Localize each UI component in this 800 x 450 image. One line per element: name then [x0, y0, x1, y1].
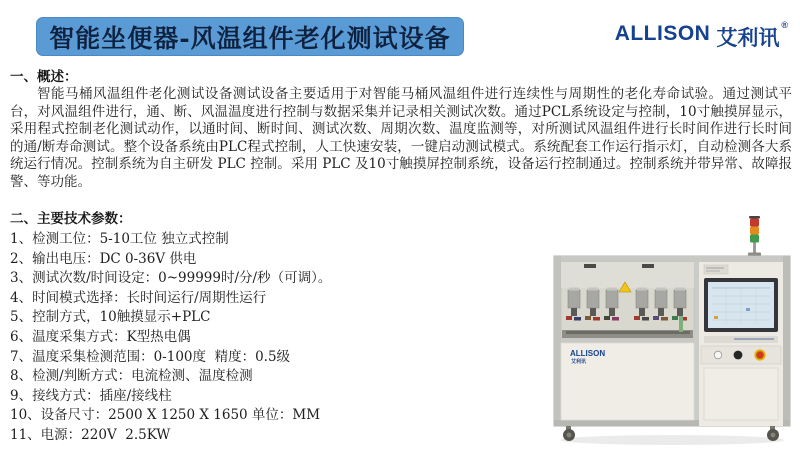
spec-item: 11、电源：220V 2.5KW: [10, 426, 171, 443]
spec-item: 7、温度采集检测范围：0-100度 精度：0.5级: [10, 348, 291, 365]
touch-screen: [704, 278, 778, 332]
signal-tower-light-icon: [748, 216, 761, 257]
spec-item: 6、温度采集方式：K型热电偶: [10, 328, 191, 345]
spec-item: 1、检测工位：5-10工位 独立式控制: [10, 231, 229, 247]
overview-heading: 一、概述：: [10, 69, 78, 85]
lower-door: [704, 368, 778, 420]
button-panel: [701, 346, 781, 364]
spec-item: 5、控制方式，10触摸显示+PLC: [10, 309, 211, 326]
brand-logo: [615, 22, 788, 52]
spec-sticker: [704, 265, 728, 274]
spec-item: 8、检测/判断方式：电流检测、温度检测: [10, 368, 253, 385]
floor-shadow: [560, 435, 784, 445]
overview-section: [10, 68, 792, 192]
panel-logo-cn: 艾利讯: [571, 359, 587, 365]
brand-name-cn: 艾利讯: [716, 27, 780, 50]
control-column: [699, 262, 783, 426]
spec-item: 3、测试次数/时间设定：0~99999时/分/秒（可调）。: [10, 270, 332, 287]
spec-item: 4、时间模式选择：长时间运行/周期性运行: [10, 289, 267, 306]
indicator-button: [714, 351, 722, 359]
test-chamber: [561, 262, 694, 338]
specs-section: [10, 210, 570, 446]
front-panel: [561, 343, 694, 420]
machine-cabinet: [554, 256, 790, 426]
spec-item: 9、接线方式：插座/接线柱: [10, 387, 172, 404]
specs-list: [10, 230, 570, 446]
equipment-illustration: [546, 216, 798, 448]
brand-name-en: ALLISON: [614, 22, 711, 45]
spec-item: 10、设备尺寸：2500 X 1250 X 1650 单位：MM: [10, 407, 321, 424]
page-title: 智能坐便器-风温组件老化测试设备: [49, 23, 451, 53]
title-banner: [36, 17, 464, 56]
spec-item: 2、输出电压：DC 0-36V 供电: [10, 250, 197, 267]
overview-paragraph: 智能马桶风温组件老化测试设备测试设备主要适用于对智能马桶风温组件进行连续性与周期性的老化寿命试验。通过测试平台，对风温组件进行，通、断、风温温度进行控制与数据采集并记录相关测试次数。通过PCL系统设定与控制，10寸触摸屏显示，采用程式控制老化测试动作，以通时间、断时间、测试次数、周期次数、温度监测等，对所测试风温组件进行长时间作进行长时间的通/断寿命测试。整个设备系统由PLC程式控制，人工快速安装，一键启动测试模式。系统配套工作运行指示灯，自动检测各大系统运行情况。控制系统为自主研发 PLC 控制。采用 PLC 及10寸触摸屏控制系统，设备运行控制通过。控制系统并带异常、故障报警、等功能。: [10, 86, 792, 190]
emergency-stop-button: [756, 351, 764, 359]
test-tube: [679, 316, 683, 332]
panel-logo-en: ALLISON: [570, 349, 606, 358]
registered-trademark-icon: ®: [781, 20, 788, 30]
specs-heading: 二、主要技术参数：: [10, 211, 132, 227]
power-button: [734, 351, 743, 360]
equipment-photo: [546, 216, 798, 448]
